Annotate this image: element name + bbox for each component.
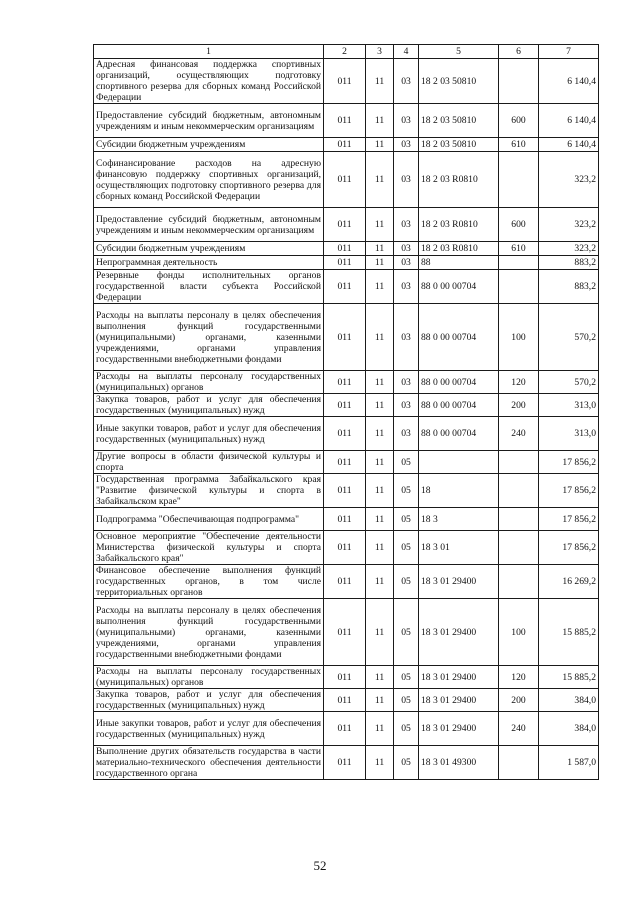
gr-cell: 011 [324, 152, 366, 208]
gr-cell: 011 [324, 474, 366, 508]
table-row [94, 104, 599, 138]
gr-cell: 011 [324, 256, 366, 270]
cs-cell: 88 0 00 00704 [419, 304, 499, 371]
rz-cell: 11 [366, 666, 394, 689]
cs-cell: 18 3 01 29400 [419, 712, 499, 746]
sum-cell: 313,0 [539, 394, 599, 417]
rz-cell: 11 [366, 371, 394, 394]
cs-cell: 88 0 00 00704 [419, 371, 499, 394]
vr-cell: 120 [499, 666, 539, 689]
gr-cell: 011 [324, 104, 366, 138]
pr-cell: 03 [394, 304, 419, 371]
table-row [94, 599, 599, 666]
name-cell: Расходы на выплаты персоналу государственных (муниципальных) органов [94, 371, 324, 394]
name-cell: Резервные фонды исполнительных органов государственной власти субъекта Российской Федерации [94, 270, 324, 304]
cs-cell: 88 0 00 00704 [419, 417, 499, 451]
rz-cell: 11 [366, 138, 394, 152]
sum-cell: 6 140,4 [539, 104, 599, 138]
rz-cell: 11 [366, 599, 394, 666]
pr-cell: 05 [394, 712, 419, 746]
table-row [94, 242, 599, 256]
sum-cell: 15 885,2 [539, 599, 599, 666]
rz-cell: 11 [366, 474, 394, 508]
rz-cell: 11 [366, 508, 394, 531]
sum-cell: 6 140,4 [539, 59, 599, 104]
pr-cell: 03 [394, 394, 419, 417]
gr-cell: 011 [324, 242, 366, 256]
header-col-5: 5 [419, 45, 499, 59]
rz-cell: 11 [366, 104, 394, 138]
cs-cell: 18 3 01 49300 [419, 746, 499, 780]
vr-cell [499, 270, 539, 304]
sum-cell: 323,2 [539, 152, 599, 208]
cs-cell: 88 0 00 00704 [419, 394, 499, 417]
table-row [94, 138, 599, 152]
pr-cell: 03 [394, 152, 419, 208]
name-cell: Иные закупки товаров, работ и услуг для обеспечения государственных (муниципальных) нужд [94, 417, 324, 451]
sum-cell: 883,2 [539, 256, 599, 270]
vr-cell: 610 [499, 242, 539, 256]
rz-cell: 11 [366, 712, 394, 746]
vr-cell: 600 [499, 104, 539, 138]
vr-cell: 200 [499, 689, 539, 712]
pr-cell: 03 [394, 104, 419, 138]
pr-cell: 05 [394, 666, 419, 689]
name-cell: Расходы на выплаты персоналу в целях обеспечения выполнения функций государственными (муниципальными) органами, казенными учреждениями, органами управления государственными внебюджетными фондами [94, 304, 324, 371]
pr-cell: 03 [394, 417, 419, 451]
pr-cell: 03 [394, 208, 419, 242]
name-cell: Закупка товаров, работ и услуг для обеспечения государственных (муниципальных) нужд [94, 689, 324, 712]
name-cell: Основное мероприятие "Обеспечение деятельности Министерства физической культуры и спорта Забайкальского края" [94, 531, 324, 565]
pr-cell: 05 [394, 474, 419, 508]
table-row [94, 371, 599, 394]
name-cell: Иные закупки товаров, работ и услуг для обеспечения государственных (муниципальных) нужд [94, 712, 324, 746]
pr-cell: 03 [394, 138, 419, 152]
pr-cell: 03 [394, 256, 419, 270]
rz-cell: 11 [366, 689, 394, 712]
rz-cell: 11 [366, 270, 394, 304]
cs-cell: 18 3 01 29400 [419, 565, 499, 599]
name-cell: Субсидии бюджетным учреждениям [94, 138, 324, 152]
rz-cell: 11 [366, 394, 394, 417]
table-row [94, 208, 599, 242]
sum-cell: 313,0 [539, 417, 599, 451]
table-row [94, 451, 599, 474]
table-row [94, 474, 599, 508]
gr-cell: 011 [324, 689, 366, 712]
cs-cell: 18 3 [419, 508, 499, 531]
gr-cell: 011 [324, 565, 366, 599]
sum-cell: 570,2 [539, 304, 599, 371]
pr-cell: 05 [394, 565, 419, 599]
table-row [94, 256, 599, 270]
table-row [94, 531, 599, 565]
name-cell: Подпрограмма "Обеспечивающая подпрограмма" [94, 508, 324, 531]
sum-cell: 15 885,2 [539, 666, 599, 689]
table-row [94, 152, 599, 208]
pr-cell: 05 [394, 599, 419, 666]
pr-cell: 03 [394, 242, 419, 256]
vr-cell: 600 [499, 208, 539, 242]
cs-cell: 18 2 03 R0810 [419, 152, 499, 208]
gr-cell: 011 [324, 304, 366, 371]
gr-cell: 011 [324, 208, 366, 242]
vr-cell [499, 152, 539, 208]
cs-cell: 18 2 03 R0810 [419, 242, 499, 256]
gr-cell: 011 [324, 270, 366, 304]
sum-cell: 17 856,2 [539, 531, 599, 565]
name-cell: Непрограммная деятельность [94, 256, 324, 270]
name-cell: Адресная финансовая поддержка спортивных организаций, осуществляющих подготовку спортивного резерва для сборных команд Российской Федерации [94, 59, 324, 104]
rz-cell: 11 [366, 417, 394, 451]
header-col-6: 6 [499, 45, 539, 59]
cs-cell: 88 0 00 00704 [419, 270, 499, 304]
rz-cell: 11 [366, 304, 394, 371]
vr-cell [499, 746, 539, 780]
pr-cell: 05 [394, 689, 419, 712]
vr-cell [499, 256, 539, 270]
vr-cell: 240 [499, 712, 539, 746]
vr-cell [499, 59, 539, 104]
gr-cell: 011 [324, 746, 366, 780]
cs-cell: 18 2 03 50810 [419, 59, 499, 104]
header-col-4: 4 [394, 45, 419, 59]
table-row [94, 394, 599, 417]
gr-cell: 011 [324, 599, 366, 666]
sum-cell: 17 856,2 [539, 508, 599, 531]
page-number: 52 [313, 858, 327, 873]
vr-cell: 240 [499, 417, 539, 451]
name-cell: Государственная программа Забайкальского края "Развитие физической культуры и спорта в Забайкальском крае" [94, 474, 324, 508]
sum-cell: 323,2 [539, 242, 599, 256]
rz-cell: 11 [366, 242, 394, 256]
table-row [94, 417, 599, 451]
vr-cell: 100 [499, 304, 539, 371]
vr-cell: 120 [499, 371, 539, 394]
sum-cell: 883,2 [539, 270, 599, 304]
cs-cell: 88 [419, 256, 499, 270]
cs-cell: 18 2 03 50810 [419, 138, 499, 152]
rz-cell: 11 [366, 256, 394, 270]
vr-cell: 100 [499, 599, 539, 666]
vr-cell [499, 531, 539, 565]
name-cell: Закупка товаров, работ и услуг для обеспечения государственных (муниципальных) нужд [94, 394, 324, 417]
cs-cell: 18 3 01 29400 [419, 599, 499, 666]
pr-cell: 03 [394, 270, 419, 304]
pr-cell: 03 [394, 59, 419, 104]
name-cell: Расходы на выплаты персоналу государственных (муниципальных) органов [94, 666, 324, 689]
rz-cell: 11 [366, 451, 394, 474]
rz-cell: 11 [366, 531, 394, 565]
pr-cell: 05 [394, 508, 419, 531]
name-cell: Выполнение других обязательств государства в части материально-технического обеспечения деятельности государственного органа [94, 746, 324, 780]
sum-cell: 384,0 [539, 689, 599, 712]
sum-cell: 323,2 [539, 208, 599, 242]
header-col-2: 2 [324, 45, 366, 59]
gr-cell: 011 [324, 712, 366, 746]
sum-cell: 16 269,2 [539, 565, 599, 599]
vr-cell [499, 451, 539, 474]
gr-cell: 011 [324, 451, 366, 474]
table-row [94, 304, 599, 371]
pr-cell: 05 [394, 531, 419, 565]
gr-cell: 011 [324, 371, 366, 394]
table-row [94, 508, 599, 531]
vr-cell: 200 [499, 394, 539, 417]
rz-cell: 11 [366, 565, 394, 599]
cs-cell: 18 2 03 50810 [419, 104, 499, 138]
pr-cell: 03 [394, 371, 419, 394]
name-cell: Предоставление субсидий бюджетным, автономным учреждениям и иным некоммерческим организациям [94, 208, 324, 242]
budget-sheet [93, 44, 598, 780]
pr-cell: 05 [394, 451, 419, 474]
cs-cell [419, 451, 499, 474]
sum-cell: 17 856,2 [539, 451, 599, 474]
gr-cell: 011 [324, 666, 366, 689]
name-cell: Другие вопросы в области физической культуры и спорта [94, 451, 324, 474]
name-cell: Предоставление субсидий бюджетным, автономным учреждениям и иным некоммерческим организациям [94, 104, 324, 138]
name-cell: Субсидии бюджетным учреждениям [94, 242, 324, 256]
header-col-3: 3 [366, 45, 394, 59]
name-cell: Финансовое обеспечение выполнения функций государственных органов, в том числе территориальных органов [94, 565, 324, 599]
vr-cell: 610 [499, 138, 539, 152]
gr-cell: 011 [324, 417, 366, 451]
vr-cell [499, 474, 539, 508]
table-row [94, 565, 599, 599]
name-cell: Расходы на выплаты персоналу в целях обеспечения выполнения функций государственными (муниципальными) органами, казенными учреждениями, органами управления государственными внебюджетными фондами [94, 599, 324, 666]
rz-cell: 11 [366, 59, 394, 104]
sum-cell: 384,0 [539, 712, 599, 746]
budget-table [93, 44, 599, 780]
table-row [94, 270, 599, 304]
cs-cell: 18 3 01 29400 [419, 666, 499, 689]
vr-cell [499, 508, 539, 531]
header-col-1: 1 [94, 45, 324, 59]
header-row [94, 45, 599, 59]
gr-cell: 011 [324, 508, 366, 531]
gr-cell: 011 [324, 59, 366, 104]
table-row [94, 712, 599, 746]
gr-cell: 011 [324, 394, 366, 417]
cs-cell: 18 3 01 [419, 531, 499, 565]
pr-cell: 05 [394, 746, 419, 780]
rz-cell: 11 [366, 152, 394, 208]
sum-cell: 17 856,2 [539, 474, 599, 508]
table-row [94, 689, 599, 712]
cs-cell: 18 [419, 474, 499, 508]
cs-cell: 18 2 03 R0810 [419, 208, 499, 242]
rz-cell: 11 [366, 208, 394, 242]
rz-cell: 11 [366, 746, 394, 780]
sum-cell: 6 140,4 [539, 138, 599, 152]
sum-cell: 1 587,0 [539, 746, 599, 780]
name-cell: Софинансирование расходов на адресную финансовую поддержку спортивных организаций, осуществляющих подготовку спортивного резерва для сборных команд Российской Федерации [94, 152, 324, 208]
table-row [94, 666, 599, 689]
gr-cell: 011 [324, 531, 366, 565]
header-col-7: 7 [539, 45, 599, 59]
table-row [94, 59, 599, 104]
sum-cell: 570,2 [539, 371, 599, 394]
cs-cell: 18 3 01 29400 [419, 689, 499, 712]
vr-cell [499, 565, 539, 599]
gr-cell: 011 [324, 138, 366, 152]
table-row [94, 746, 599, 780]
